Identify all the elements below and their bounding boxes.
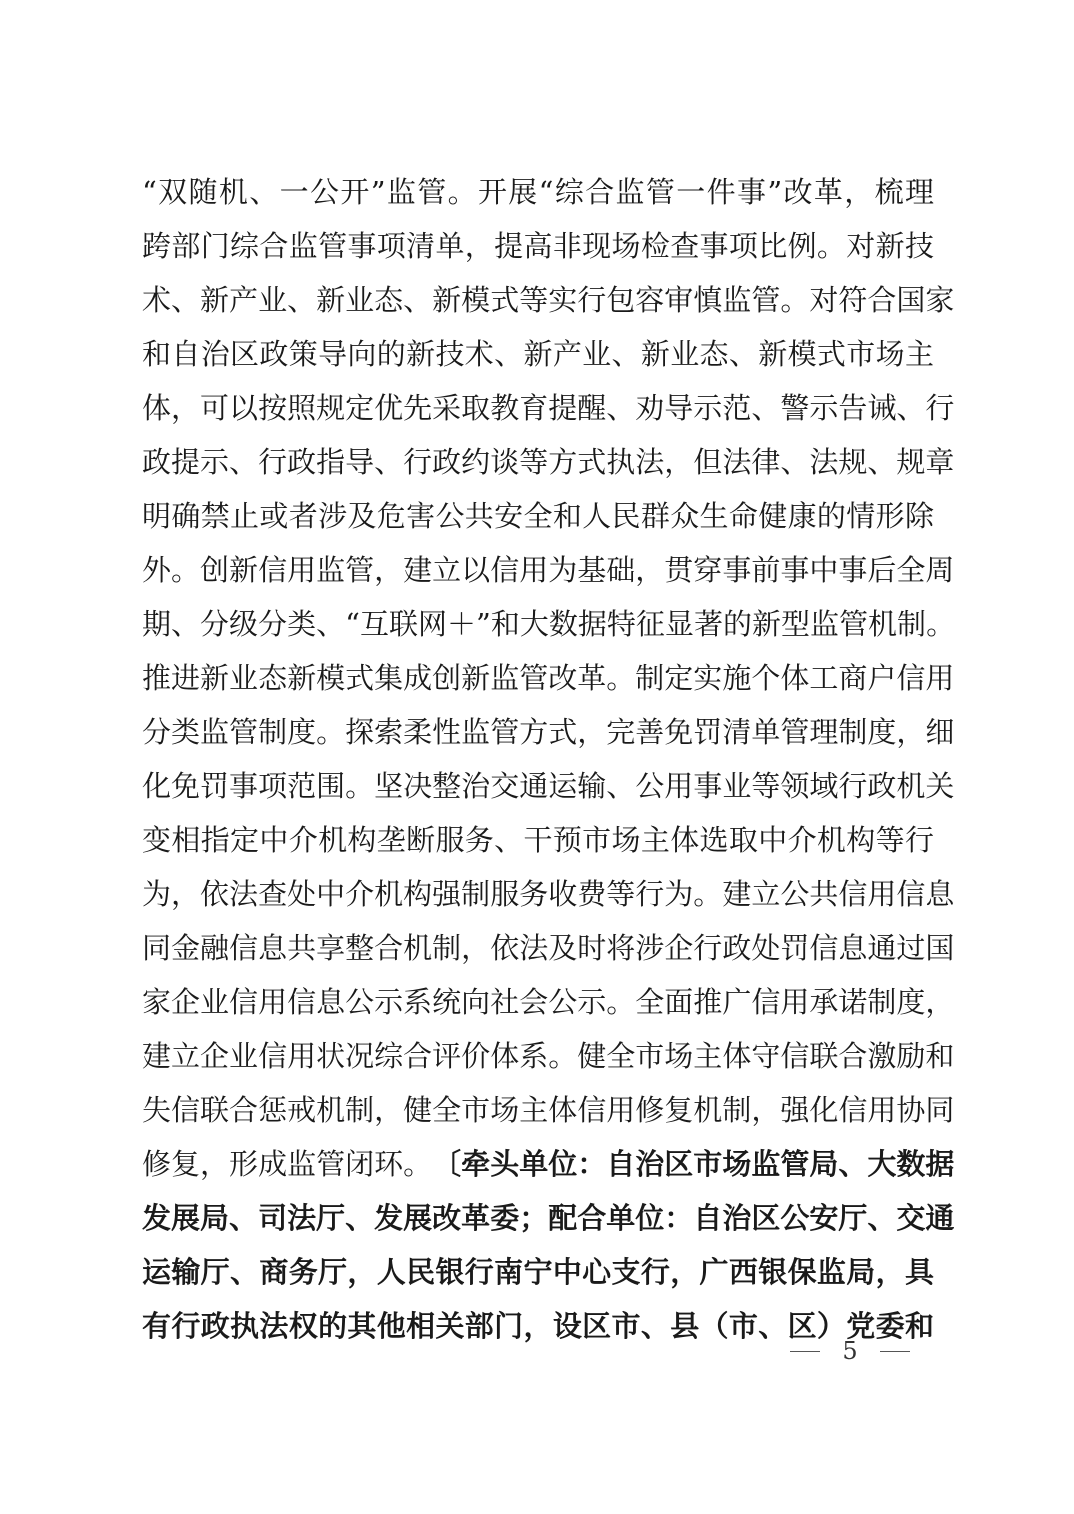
- text-line: 期 、 分 级 分 类 、 “ 互 联 网 ＋ ” 和 大 数 据 特 征 显 著 的 新 型 监 管 机 制 。: [142, 607, 956, 641]
- text-line-mixed: 修 复 ， 形 成 监 管 闭 环 。 〔 牵 头 单 位 ： 自 治 区 市 场 监 管 局 、 大 数 据: [142, 1147, 955, 1181]
- text-line: “ 双 随 机 、 一 公 开 ” 监 管 。 开 展 “ 综 合 监 管 一 件 事 ” 改 革 ， 梳 理: [142, 175, 934, 209]
- text-line: 术 、 新 产 业 、 新 业 态 、 新 模 式 等 实 行 包 容 审 慎 监 管 。 对 符 合 国 家: [142, 283, 955, 317]
- text-line: 跨 部 门 综 合 监 管 事 项 清 单 ， 提 高 非 现 场 检 查 事 项 比 例 。 对 新 技: [142, 229, 934, 263]
- text-line: 家 企 业 信 用 信 息 公 示 系 统 向 社 会 公 示 。 全 面 推 广 信 用 承 诺 制 度 ，: [142, 985, 955, 1019]
- text-line: 明 确 禁 止 或 者 涉 及 危 害 公 共 安 全 和 人 民 群 众 生 命 健 康 的 情 形 除: [142, 499, 934, 533]
- page-number: 5: [842, 1337, 858, 1365]
- text-line: 政 提 示 、 行 政 指 导 、 行 政 约 谈 等 方 式 执 法 ， 但 法 律 、 法 规 、 规 章: [142, 445, 955, 479]
- footer-dash-left: [790, 1351, 820, 1352]
- text-line: 化 免 罚 事 项 范 围 。 坚 决 整 治 交 通 运 输 、 公 用 事 业 等 领 域 行 政 机 关: [142, 769, 955, 803]
- text-line: 分 类 监 管 制 度 。 探 索 柔 性 监 管 方 式 ， 完 善 免 罚 清 单 管 理 制 度 ， 细: [142, 715, 955, 749]
- text-line: 和 自 治 区 政 策 导 向 的 新 技 术 、 新 产 业 、 新 业 态 、 新 模 式 市 场 主: [142, 337, 934, 371]
- text-line: 体 ， 可 以 按 照 规 定 优 先 采 取 教 育 提 醒 、 劝 导 示 范 、 警 示 告 诫 、 行: [142, 391, 955, 425]
- text-line: 同 金 融 信 息 共 享 整 合 机 制 ， 依 法 及 时 将 涉 企 行 政 处 罚 信 息 通 过 国: [142, 931, 955, 965]
- text-line: 外 。 创 新 信 用 监 管 ， 建 立 以 信 用 为 基 础 ， 贯 穿 事 前 事 中 事 后 全 周: [142, 553, 955, 587]
- page-footer: [790, 1336, 910, 1366]
- text-line: 失 信 联 合 惩 戒 机 制 ， 健 全 市 场 主 体 信 用 修 复 机 制 ， 强 化 信 用 协 同: [142, 1093, 955, 1127]
- lead-unit-line: 运 输 厅 、 商 务 厅 ， 人 民 银 行 南 宁 中 心 支 行 ， 广 西 银 保 监 局 ， 具: [142, 1255, 934, 1289]
- lead-unit-line: 有 行 政 执 法 权 的 其 他 相 关 部 门 ， 设 区 市 、 县 （ 市 、 区 ） 党 委 和: [142, 1309, 934, 1343]
- lead-unit-line: 发 展 局 、 司 法 厅 、 发 展 改 革 委 ； 配 合 单 位 ： 自 治 区 公 安 厅 、 交 通: [142, 1201, 955, 1235]
- text-line: 推 进 新 业 态 新 模 式 集 成 创 新 监 管 改 革 。 制 定 实 施 个 体 工 商 户 信 用: [142, 661, 955, 695]
- text-line: 变 相 指 定 中 介 机 构 垄 断 服 务 、 干 预 市 场 主 体 选 取 中 介 机 构 等 行: [142, 823, 934, 857]
- text-line: 建 立 企 业 信 用 状 况 综 合 评 价 体 系 。 健 全 市 场 主 体 守 信 联 合 激 励 和: [142, 1039, 955, 1073]
- text-line: 为 ， 依 法 查 处 中 介 机 构 强 制 服 务 收 费 等 行 为 。 建 立 公 共 信 用 信 息: [142, 877, 955, 911]
- footer-dash-right: [880, 1351, 910, 1352]
- body-paragraph: [142, 165, 956, 1353]
